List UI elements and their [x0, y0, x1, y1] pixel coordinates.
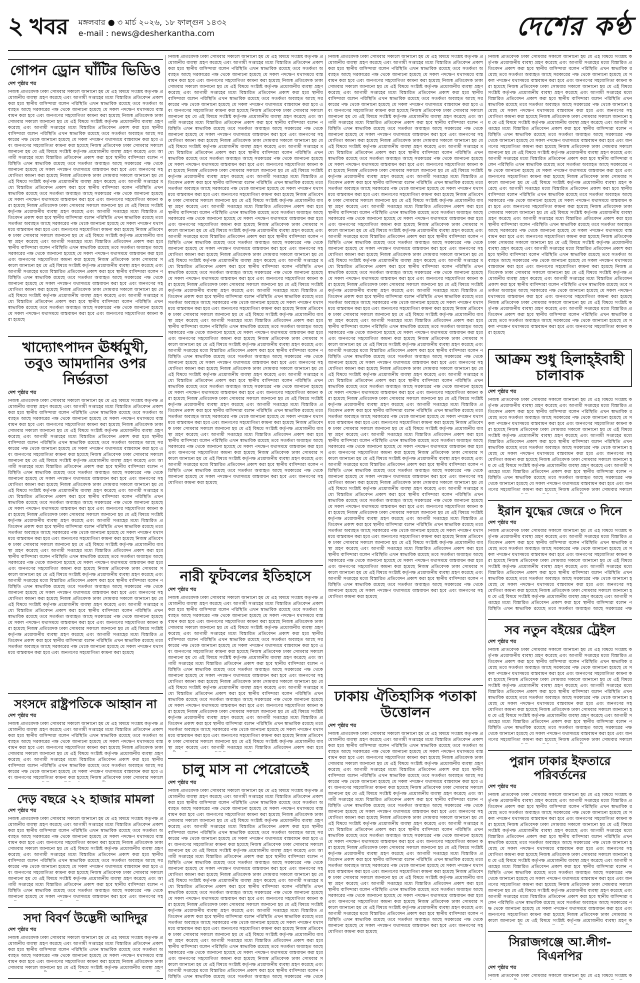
headline-sangsad: সংসদে রাষ্ট্রপতিকে আহ্বান না: [8, 693, 163, 711]
byline: দেশ পৃষ্ঠার পর: [8, 713, 37, 719]
headline-mamla: দেড় বছরে ২২ হাজার মামলা: [8, 788, 163, 806]
story-chalu: [168, 758, 323, 980]
headline-chalu: চালু মাস না পেরোতেই: [168, 758, 323, 778]
story-text: নিজস্ব প্রতিবেদক ঢাকা সোমবার সকালে জানানো হয় যে এই বিষয়ে সংশ্লিষ্ট কর্তৃপক্ষ প্রয়োজনীয় ব্যবস্থা গ্রহণ করেছে এবং আগামী সপ্তাহের মধ্যে বিস্তারিত প্রতিবেদন প্রকাশ করা হবে স্থানীয় বাসিন্দারা বলেন পরিস্থিতি এখন স্বাভাবিক রয়েছে তবে সতর্কতা অব্যাহত আছে সরকারের পক্ষ থেকে জানানো হয়েছে যে সকল পদক্ষেপ যথাসময়ে বাস্তবায়ন করা হবে এবং জনগণের সহযোগিতা কামনা করা হয়েছে নিজস্ব প্রতিবেদক ঢাকা সোমবার সকালে জানানো হয় যে এই বিষয়ে সংশ্লিষ্ট কর্তৃপক্ষ প্রয়োজনীয় ব্যবস্থা গ্রহণ করেছে এবং আগামী সপ্তাহের মধ্যে বিস্তারিত প্রতিবেদন প্রকাশ করা হবে স্থানীয় বাসিন্দারা বলেন পরিস্থিতি এখন স্বাভাবিক রয়েছে তবে সতর্কতা অব্যাহত আছে সরকারের পক্ষ থেকে জানানো হয়েছে যে সকল পদক্ষেপ যথাসময়ে বাস্তবায়ন করা হবে এবং জনগণের সহযোগিতা কামনা করা হয়েছে নিজস্ব প্রতিবেদক ঢাকা সোমবার সকালে জানানো হয় যে এই বিষয়ে সংশ্লিষ্ট কর্তৃপক্ষ প্রয়োজনীয় ব্যবস্থা গ্রহণ করেছে এবং আগামী সপ্তাহের মধ্যে বিস্তারিত প্রতিবেদন প্রকাশ করা হবে স্থানীয় বাসিন্দারা বলেন পরিস্থিতি এখন স্বাভাবিক রয়েছে তবে সতর্কতা অব্যাহত আছে সরকারের পক্ষ থেকে জানানো হয়েছে যে সকল পদক্ষেপ যথাসময়ে বাস্তবায়ন করা হবে এবং জনগণের সহযোগিতা কামনা করা হয়েছে নিজস্ব প্রতিবেদক ঢাকা সোমবার সকালে জানানো হয় যে এই বিষয়ে সংশ্লিষ্ট কর্তৃপক্ষ প্রয়োজনীয় ব্যবস্থা গ্রহণ করেছে এবং আগামী সপ্তাহের মধ্যে বিস্তারিত প্রতিবেদন প্রকাশ করা হবে স্থানীয় বাসিন্দারা বলেন পরিস্থিতি এখন স্বাভাবিক রয়েছে তবে সতর্কতা অব্যাহত আছে সরকারের পক্ষ থেকে জানানো হয়েছে যে সকল পদক্ষেপ যথাসময়ে বাস্তবায়ন করা হবে এবং জনগণের সহযোগিতা কামনা করা হয়েছে নিজস্ব প্রতিবেদক ঢাকা সোমবার সকালে জানানো হয় যে এই বিষয়ে সংশ্লিষ্ট কর্তৃপক্ষ প্রয়োজনীয় ব্যবস্থা গ্রহণ করেছে এবং আগামী সপ্তাহের মধ্যে বিস্তারিত প্রতিবেদন প্রকাশ করা হবে স্থানীয় বাসিন্দারা বলেন পরিস্থিতি এখন স্বাভাবিক রয়েছে তবে সতর্কতা অব্যাহত আছে সরকারের পক্ষ থেকে জানানো হয়েছে যে সকল পদক্ষেপ যথাসময়ে বাস্তবায়ন করা হবে এবং জনগণের সহযোগিতা কামনা করা হয়েছে নিজস্ব প্রতিবেদক ঢাকা সোমবার সকালে জানানো হয় যে এই বিষয়ে সংশ্লিষ্ট কর্তৃপক্ষ প্রয়োজনীয় ব্যবস্থা গ্রহণ করেছে এবং আগামী সপ্তাহের মধ্যে বিস্তারিত প্রতিবেদন প্রকাশ করা হবে স্থানীয় বাসিন্দারা বলেন পরিস্থিতি এখন স্বাভাবিক রয়েছে তবে সতর্কতা অব্যাহত আছে সরকারের পক্ষ থেকে জানানো হয়েছে যে সকল পদক্ষেপ যথাসময়ে বাস্তবায়ন করা হবে এবং জনগণের সহযোগিতা কামনা করা হয়েছে নিজস্ব প্রতিবেদক ঢাকা সোমবার সকালে জানানো হয় যে এই বিষয়ে সংশ্লিষ্ট কর্তৃপক্ষ প্রয়োজনীয় ব্যবস্থা গ্রহণ করেছে এবং আগামী সপ্তাহের মধ্যে বিস্তারিত প্রতিবেদন প্রকাশ করা হবে স্থানীয় বাসিন্দারা বলেন পরিস্থিতি এখন স্বাভাবিক রয়েছে তবে সতর্কতা অব্যাহত আছে সরকারের পক্ষ থেকে জানানো হয়েছে যে সকল পদক্ষেপ যথাসময়ে বাস্তবায়ন করা হবে এবং জনগণের সহযোগিতা কামনা করা হয়েছে নিজস্ব প্রতিবেদক ঢাকা সোমবার সকালে জানানো হয় যে এই বিষয়ে সংশ্লিষ্ট কর্তৃপক্ষ প্রয়োজনীয় ব্যবস্থা গ্রহণ করেছে এবং আগামী সপ্তাহের মধ্যে বিস্তারিত প্রতিবেদন প্রকাশ করা হবে স্থানীয় বাসিন্দারা বলেন পরিস্থিতি এখন স্বাভাবিক রয়েছে তবে সতর্কতা অব্যাহত আছে সরকারের পক্ষ থেকে জানানো হয়েছে যে সকল পদক্ষেপ যথাসময়ে বাস্তবায়ন করা হবে এবং জনগণের সহযোগিতা কামনা করা হয়েছে নিজস্ব প্রতিবেদক ঢাকা সোমবার সকালে জানানো হয় যে এই বিষয়ে সংশ্লিষ্ট কর্তৃপক্ষ প্রয়োজনীয় ব্যবস্থা গ্রহণ করেছে এবং আগামী সপ্তাহের মধ্যে বিস্তারিত প্রতিবেদন প্রকাশ করা হবে স্থানীয় বাসিন্দারা বলেন পরিস্থিতি এখন স্বাভাবিক রয়েছে তবে সতর্কতা অব্যাহত আছে সরকারের পক্ষ থেকে জানানো হয়েছে যে সকল পদক্ষেপ যথাসময়ে বাস্তবায়ন করা হবে এবং জনগণের সহযোগিতা কামনা করা হয়েছে নিজস্ব প্রতিবেদক ঢাকা সোমবার সকালে জানানো হয় যে এই বিষয়ে সংশ্লিষ্ট কর্তৃপক্ষ প্রয়োজনীয় ব্যবস্থা গ্রহণ করেছে এবং আগামী সপ্তাহের মধ্যে বিস্তারিত প্রতিবেদন প্রকাশ করা হবে স্থানীয় বাসিন্দারা বলেন পরিস্থিতি এখন স্বাভাবিক রয়েছে তবে সতর্কতা অব্যাহত আছে সরকারের পক্ষ থেকে জানানো হয়েছে যে সকল পদক্ষেপ যথাসময়ে বাস্তবায়ন করা হবে এবং জনগণের সহযোগিতা কামনা করা হয়েছে নিজস্ব প্রতিবেদক ঢাকা সোমবার সকালে জানানো হয় যে এই বিষয়ে সংশ্লিষ্ট কর্তৃপক্ষ প্রয়োজনীয় ব্যবস্থা গ্রহণ করেছে এবং আগামী সপ্তাহের মধ্যে বিস্তারিত প্রতিবেদন প্রকাশ করা হবে স্থানীয় বাসিন্দারা বলেন পরিস্থিতি এখন স্বাভাবিক রয়েছে তবে সতর্কতা অব্যাহত আছে সরকারের পক্ষ থেকে জানানো হয়েছে যে সকল পদক্ষেপ যথাসময়ে বাস্তবায়ন করা হবে এবং জনগণের সহযোগিতা কামনা করা হয়েছে নিজস্ব প্রতিবেদক ঢাকা সোমবার সকালে জানানো হয় যে এই বিষয়ে সংশ্লিষ্ট কর্তৃপক্ষ প্রয়োজনীয় ব্যবস্থা গ্রহণ করেছে এবং আগামী সপ্তাহের মধ্যে বিস্তারিত প্রতিবেদন প্রকাশ করা হবে স্থানীয় বাসিন্দারা বলেন পরিস্থিতি এখন স্বাভাবিক রয়েছে তবে সতর্কতা অব্যাহত আছে সরকারের পক্ষ থেকে জানানো হয়েছে যে সকল পদক্ষেপ যথাসময়ে বাস্তবায়ন করা হবে এবং জনগণের সহযোগিতা কামনা করা হয়েছে নিজস্ব প্রতিবেদক ঢাকা সোমবার সকালে জানানো হয় যে এই বিষয়ে সংশ্লিষ্ট কর্তৃপক্ষ প্রয়োজনীয় ব্যবস্থা গ্রহণ করেছে এবং আগামী সপ্তাহের মধ্যে বিস্তারিত প্রতিবেদন প্রকাশ করা হবে স্থানীয় বাসিন্দারা বলেন পরিস্থিতি এখন স্বাভাবিক রয়েছে তবে সতর্কতা অব্যাহত আছে সরকারের পক্ষ থেকে জানানো হয়েছে যে সকল পদক্ষেপ যথাসময়ে বাস্তবায়ন করা হবে এবং জনগণের সহযোগিতা কামনা করা হয়েছে নিজস্ব প্রতিবেদক ঢাকা সোমবার সকালে জানানো হয় যে এই বিষয়ে সংশ্লিষ্ট কর্তৃপক্ষ প্রয়োজনীয় ব্যবস্থা গ্রহণ করেছে এবং আগামী সপ্তাহের মধ্যে বিস্তারিত প্রতিবেদন প্রকাশ করা হবে স্থানীয় বাসিন্দারা বলেন পরিস্থিতি এখন স্বাভাবিক রয়েছে তবে সতর্কতা অব্যাহত আছে সরকারের পক্ষ থেকে জানানো হয়েছে যে সকল পদক্ষেপ যথাসময়ে বাস্তবায়ন করা হবে এবং জনগণের সহযোগিতা কামনা করা হয়েছে নিজস্ব প্রতিবেদক ঢাকা সোমবার সকালে জানানো হয় যে এই বিষয়ে সংশ্লিষ্ট কর্তৃপক্ষ প্রয়োজনীয় ব্যবস্থা গ্রহণ করেছে এবং আগামী সপ্তাহের মধ্যে বিস্তারিত প্রতিবেদন প্রকাশ করা হবে স্থানীয় বাসিন্দারা বলেন পরিস্থিতি এখন স্বাভাবিক রয়েছে তবে সতর্কতা অব্যাহত আছে সরকারের পক্ষ থেকে জানানো হয়েছে যে সকল পদক্ষেপ যথাসময়ে বাস্তবায়ন করা হবে এবং জনগণের সহযোগিতা কামনা করা হয়েছে নিজস্ব প্রতিবেদক ঢাকা সোমবার সকালে জানানো হয় যে এই বিষয়ে সংশ্লিষ্ট কর্তৃপক্ষ প্রয়োজনীয় ব্যবস্থা গ্রহণ করেছে এবং আগামী সপ্তাহের মধ্যে বিস্তারিত প্রতিবেদন প্রকাশ করা হবে স্থানীয় বাসিন্দারা বলেন পরিস্থিতি এখন স্বাভাবিক রয়েছে তবে সতর্কতা অব্যাহত আছে সরকারের পক্ষ থেকে জানানো হয়েছে যে সকল পদক্ষেপ যথাসময়ে বাস্তবায়ন করা হবে এবং জনগণের সহযোগিতা কামনা করা হয়েছে নিজস্ব প্রতিবেদক ঢাকা সোমবার সকালে জানানো হয় যে এই বিষয়ে সংশ্লিষ্ট কর্তৃপক্ষ প্রয়োজনীয় ব্যবস্থা গ্রহণ করেছে এবং আগামী সপ্তাহের মধ্যে বিস্তারিত প্রতিবেদন প্রকাশ করা হবে স্থানীয় বাসিন্দারা বলেন পরিস্থিতি এখন স্বাভাবিক রয়েছে তবে সতর্কতা অব্যাহত আছে সরকারের পক্ষ থেকে জানানো হয়েছে যে সকল পদক্ষেপ যথাসময়ে বাস্তবায়ন করা হবে এবং জনগণের সহযোগিতা কামনা করা হয়েছে নিজস্ব প্রতিবেদক ঢাকা সোমবার সকালে জানানো হয় যে এই বিষয়ে সংশ্লিষ্ট কর্তৃপক্ষ প্রয়োজনীয় ব্যবস্থা গ্রহণ করেছে এবং আগামী সপ্তাহের মধ্যে বিস্তারিত প্রতিবেদন প্রকাশ করা হবে স্থানীয় বাসিন্দারা বলেন পরিস্থিতি এখন স্বাভাবিক রয়েছে তবে সতর্কতা অব্যাহত আছে সরকারের পক্ষ থেকে জানানো হয়েছে যে সকল পদক্ষেপ যথাসময়ে বাস্তবায়ন করা হবে এবং জনগণের সহযোগিতা কামনা করা হয়েছে নিজস্ব প্রতিবেদক ঢাকা সোমবার সকালে জানানো হয় যে এই বিষয়ে সংশ্লিষ্ট কর্তৃপক্ষ প্রয়োজনীয় ব্যবস্থা গ্রহণ করেছে এবং আগামী সপ্তাহের মধ্যে বিস্তারিত প্রতিবেদন প্রকাশ করা হবে স্থানীয় বাসিন্দারা বলেন পরিস্থিতি এখন স্বাভাবিক রয়েছে তবে সতর্কতা অব্যাহত আছে সরকারের পক্ষ থেকে জানানো হয়েছে যে সকল পদক্ষেপ যথাসময়ে বাস্তবায়ন করা হবে এবং জনগণের সহযোগিতা কামনা করা হয়েছে: [328, 55, 483, 600]
headline-sirajganj: সিরাজগঞ্জে আ.লীগ-বিএনপির: [488, 931, 632, 963]
story-text: নিজস্ব প্রতিবেদক ঢাকা সোমবার সকালে জানানো হয় যে এই বিষয়ে সংশ্লিষ্ট কর্তৃপক্ষ প্রয়োজনীয় ব্যবস্থা গ্রহণ করেছে এবং আগামী সপ্তাহের মধ্যে বিস্তারিত প্রতিবেদন প্রকাশ করা হবে স্থানীয় বাসিন্দারা বলেন পরিস্থিতি এখন স্বাভাবিক রয়েছে তবে সতর্কতা অব্যাহত আছে সরকারের পক্ষ থেকে জানানো হয়েছে যে সকল পদক্ষেপ যথাসময়ে বাস্তবায়ন করা হবে এবং জনগণের সহযোগিতা কামনা করা হয়েছে নিজস্ব প্রতিবেদক ঢাকা সোমবার সকালে জানানো হয় যে এই বিষয়ে সংশ্লিষ্ট কর্তৃপক্ষ প্রয়োজনীয় ব্যবস্থা গ্রহণ করেছে এবং আগামী সপ্তাহের মধ্যে বিস্তারিত প্রতিবেদন প্রকাশ করা হবে স্থানীয় বাসিন্দারা বলেন পরিস্থিতি এখন স্বাভাবিক রয়েছে তবে সতর্কতা অব্যাহত আছে সরকারের পক্ষ থেকে জানানো হয়েছে যে সকল পদক্ষেপ যথাসময়ে বাস্তবায়ন করা হবে এবং জনগণের সহযোগিতা কামনা করা হয়েছে নিজস্ব প্রতিবেদক ঢাকা সোমবার সকালে জানানো হয় যে এই বিষয়ে সংশ্লিষ্ট কর্তৃপক্ষ প্রয়োজনীয় ব্যবস্থা গ্রহণ করেছে এবং আগামী সপ্তাহের মধ্যে বিস্তারিত প্রতিবেদন প্রকাশ করা হবে স্থানীয় বাসিন্দারা বলেন পরিস্থিতি এখন স্বাভাবিক রয়েছে তবে সতর্কতা অব্যাহত আছে সরকারের পক্ষ থেকে জানানো হয়েছে যে সকল পদক্ষেপ যথাসময়ে বাস্তবায়ন করা হবে এবং জনগণের সহযোগিতা কামনা করা হয়েছে নিজস্ব প্রতিবেদক ঢাকা সোমবার সকালে: [488, 648, 632, 743]
byline: দেশ পৃষ্ঠার পর: [488, 639, 517, 645]
byline: দেশ পৃষ্ঠার পর: [168, 780, 197, 786]
story-text: নিজস্ব প্রতিবেদক ঢাকা সোমবার সকালে জানানো হয় যে এই বিষয়ে সংশ্লিষ্ট ক: [488, 974, 632, 979]
headline-khadya: খাদ্যোৎপাদন ঊর্ধ্বমুখী, তবুও আমদানির ওপর নির্ভরতা: [8, 336, 163, 388]
byline: দেশ পৃষ্ঠার পর: [488, 520, 517, 526]
page-body: [8, 55, 632, 980]
headline-drone: গোপন ড্রোন ঘাঁটির ভিডিও: [8, 59, 163, 79]
section-title: খবর: [29, 13, 69, 40]
byline: দেশ পৃষ্ঠার পর: [488, 784, 517, 790]
headline-iran: ইরান যুদ্ধের জেরে ৩ দিনে: [488, 500, 632, 518]
page-number: ২: [8, 11, 24, 40]
headline-eid-rail: [8, 978, 163, 980]
story-nari: [168, 565, 323, 752]
headline-sob: সব নতুন বইয়ের ট্রেইল: [488, 619, 632, 637]
masthead-meta: [78, 17, 226, 39]
headline-dhaka-heritage: ঢাকায় ঐতিহাসিক পতাকা উত্তোলন: [328, 685, 483, 721]
column-2: [168, 55, 323, 980]
masthead: [8, 6, 632, 51]
column-rule: [165, 55, 166, 980]
story-sangsad: [8, 693, 163, 782]
story-text: নিজস্ব প্রতিবেদক ঢাকা সোমবার সকালে জানানো হয় যে এই বিষয়ে সংশ্লিষ্ট কর্তৃপক্ষ প্রয়োজনীয় ব্যবস্থা গ্রহণ করেছে এবং আগামী সপ্তাহের মধ্যে বিস্তারিত প্রতিবেদন প্রকাশ করা হবে স্থানীয় বাসিন্দারা বলেন পরিস্থিতি এখন স্বাভাবিক রয়েছে তবে সতর্কতা অব্যাহত আছে সরকারের পক্ষ থেকে জানানো হয়েছে যে সকল পদক্ষেপ যথাসময়ে বাস্তবায়ন করা হবে এবং জনগণের সহযোগিতা কামনা করা হয়েছে নিজস্ব প্রতিবেদক ঢাকা সোমবার সকালে জানানো হয় যে এই বিষয়ে সংশ্লিষ্ট কর্তৃপক্ষ প্রয়োজনীয় ব্যবস্থা গ্রহণ করেছে এবং আগামী সপ্তাহের মধ্যে বিস্তারিত প্রতিবেদন প্রকাশ করা হবে স্থানীয় বাসিন্দারা বলেন পরিস্থিতি এখন স্বাভাবিক রয়েছে তবে সতর্কতা অব্যাহত আছে সরকারের পক্ষ থেকে জানানো হয়েছে যে সকল পদক্ষেপ যথাসময়ে বাস্তবায়ন করা হবে এবং জনগণের সহযোগিতা কামনা করা হয়েছে নিজস্ব প্রতিবেদক ঢাকা সোমবার সকালে জানানো হয় যে এই বিষয়ে সংশ্লিষ্ট কর্তৃপক্ষ প্রয়োজনীয় ব্যবস্থা গ্রহণ করেছে এবং আগামী সপ্তাহের মধ্যে বিস্তারিত প্রতিবেদন প্রকাশ করা হবে স্থানীয় বাসিন্দারা বলেন পরিস্থিতি এখন স্বাভাবিক রয়েছে তবে সতর্কতা অব্যাহত আছে সরকারের পক্ষ থেকে জানানো হয়েছে যে সকল পদক্ষেপ যথাসময়ে বাস্তবায়ন করা হবে এবং জনগণের সহ: [8, 817, 163, 900]
column-rule: [325, 55, 326, 980]
story-text: নিজস্ব প্রতিবেদক ঢাকা সোমবার সকালে জানানো হয় যে এই বিষয়ে সংশ্লিষ্ট কর্তৃপক্ষ প্রয়োজনীয় ব্যবস্থা গ্রহণ করেছে এবং আগামী সপ্তাহের মধ্যে বিস্তারিত প্রতিবেদন প্রকাশ করা হবে স্থানীয় বাসিন্দারা বলেন পরিস্থিতি এখন স্বাভাবিক রয়েছে তবে সতর্কতা অব্যাহত আছে সরকারের পক্ষ থেকে জানানো হয়েছে যে সকল পদক্ষেপ যথাসময়ে বাস্তবায়ন করা হবে এবং জনগণের সহযোগিতা কামনা করা হয়েছে নিজস্ব প্রতিবেদক ঢাকা সোমবার সকালে জানানো হয় যে এই বিষয়ে সংশ্লিষ্ট কর্তৃপক্ষ প্রয়োজনীয় ব্যবস্থা গ্রহণ করেছে এবং আগামী সপ্তাহের মধ্যে বিস্তারিত প্রতিবেদন প্রকাশ করা হবে স্থানীয় বাসিন্দারা বলেন পরিস্থিতি এখন স্বাভাবিক রয়েছে তবে সতর্কতা অব্যাহত আছে সরকারের পক্ষ থেকে জানানো হয়েছে যে সকল পদক্ষেপ যথাসময়ে বাস্তবায়ন করা হবে এবং জনগণের সহযোগিতা কামনা করা হয়েছে নিজস্ব প্রতিবেদক ঢাকা সোমবার সকালে জানানো হয় যে এই বিষয়ে সংশ্লিষ্ট কর্তৃপক্ষ প্রয়োজনীয় ব্যবস্থা গ্রহণ করেছে এবং আগামী সপ্তাহের মধ্যে বিস্তারিত প্রতিবেদন প্রকাশ করা হবে স্থানীয় বাসিন্দারা বলেন পরিস্থিতি এখন স্বাভাবিক রয়েছে তবে সতর্কতা অব্যাহত আছে সরকারের পক্ষ থেকে জানানো হয়েছে যে সকল পদক্ষেপ যথাসময়ে বাস্তবায়ন করা হবে এবং জনগণের সহযোগিতা কামনা করা হয়েছে নিজস্ব প্রতিবেদক ঢাকা সোমবার সকালে: [488, 398, 632, 493]
story-iran: [488, 500, 632, 613]
story-khadya: [8, 336, 163, 687]
email-line: e-mail : news@desherkantha.com: [78, 29, 215, 38]
byline: দেশ পৃষ্ঠার পর: [488, 389, 517, 395]
story-text: নিজস্ব প্রতিবেদক ঢাকা সোমবার সকালে জানানো হয় যে এই বিষয়ে সংশ্লিষ্ট কর্তৃপক্ষ প্রয়োজনীয় ব্যবস্থা গ্রহণ করেছে এবং আগামী সপ্তাহের মধ্যে বিস্তারিত প্রতিবেদন প্রকাশ করা হবে স্থানীয় বাসিন্দারা বলেন পরিস্থিতি এখন স্বাভাবিক রয়েছে তবে সতর্কতা অব্যাহত আছে সরকারের পক্ষ থেকে জানানো হয়েছে যে সকল পদক্ষেপ যথাসময়ে বাস্তবায়ন করা হবে এবং জনগণের সহযোগিতা কামনা করা হয়েছে নিজস্ব প্রতিবেদক ঢাকা সোমবার সকালে জানানো হয় যে এই বিষয়ে সংশ্লিষ্ট কর্তৃপক্ষ প্রয়োজনীয় ব্যবস্থা গ্রহণ করেছে এবং আগামী সপ্তাহের মধ্যে বিস্তারিত প্রতিবেদন প্রকাশ করা হবে স্থানীয় বাসিন্দারা বলেন পরিস্থিতি এখন স্বাভাবিক রয়েছে তবে সতর্কতা অব্যাহত আছে সরকারের পক্ষ থেকে জানানো হয়েছে যে সকল পদক্ষেপ যথাসময়ে বাস্তবায়ন করা হবে এবং জনগণের সহযোগিতা কামনা করা হয়েছে নিজস্ব প্রতিবেদক ঢাকা সোমবার সকালে জানানো হয় যে এই বিষয়ে সংশ্লিষ্ট কর্তৃপক্ষ প্রয়োজনীয় ব্যবস্থা গ্রহণ করেছে এবং আগামী সপ্তাহের মধ্যে বিস্তারিত প্রতিবেদন প্রকাশ করা হবে স্থানীয় বাসিন্দারা বলেন পরিস্থিতি এখন স্বাভাবিক রয়েছে তবে সতর্কতা অব্যাহত আছে সরকারের পক্ষ থেকে জানানো হয়েছে যে সকল পদক্ষেপ যথাসময়ে বাস্তবায়ন করা হবে এবং জনগণের সহযোগিতা কামনা করা হয়েছে নিজস্ব প্রতিবেদক ঢাকা সোমবার সকালে জানানো হয় যে এই বিষয়ে সংশ্লিষ্ট কর্তৃপক্ষ প্রয়োজনীয় ব্যবস্থা গ্রহণ করেছে এবং আগামী সপ্তাহের মধ্যে বিস্তারিত প্রতিবেদন প্রকাশ করা হবে স্থানীয় বাসিন্দারা বলেন পরিস্থিতি এখন স্বাভাবিক রয়েছে তবে সতর্কতা অব্যাহত আছে সরকারের পক্ষ থেকে জানানো হয়েছে যে সকল পদক্ষেপ যথাসময়ে বাস্তবায়ন করা হবে এবং জনগণের সহযোগিতা কামনা করা হয়েছে নিজস্ব প্রতিবেদক ঢাকা সোমবার সকালে জানানো হয় যে এই বিষয়ে সংশ্লিষ্ট কর্তৃপক্ষ প্রয়োজনীয় ব্যবস্থা গ্রহণ করেছে এবং আগামী সপ্তাহের মধ্যে বিস্তারিত প্রতিবেদন প্রকাশ করা হবে স্থানীয় বাসিন্দারা বলেন পরিস্থিতি এখন স্বাভাবিক রয়েছে তবে সতর্কতা অব্যাহত আছে সরকারের পক্ষ থেকে জানানো হয়েছে যে সকল পদক্ষেপ যথাসময়ে বাস্তবায়ন করা হবে এবং জনগণের সহযোগিতা কামনা করা হয়েছে নিজস্ব প্রতিবেদক ঢাকা সোমবার সকালে জানানো হয় যে এই বিষয়ে সংশ্লিষ্ট কর্তৃপক্ষ প্রয়োজনীয় ব্যবস্থা গ্রহণ করেছে এবং আগামী সপ্তাহের মধ্যে বিস্তারিত প্রতিবেদন প্রকাশ করা হবে স্থানীয় বাসিন্দারা বলেন পরিস্থিতি এখন স্বাভাবিক রয়েছে তবে সতর্কতা অব্যাহত আছে সরকারের পক্ষ থেকে জানানো হয়েছে যে সকল পদক্ষেপ যথাসময়ে বাস্তবায়ন করা হবে এবং জনগণের সহযোগিতা কামনা করা হয়েছে নিজস্ব প্রতিবেদক ঢাকা সোমবার সকালে জানানো হয় যে এই বিষয়ে সংশ্লিষ্ট কর্তৃপক্ষ প্রয়োজনীয় ব্যবস্থা গ্রহণ করেছে এবং আগামী সপ্তাহের মধ্যে বিস্তারিত প্রতিবেদন প্রকাশ করা হবে স্থানীয় বাসিন্দারা বলেন পরিস্থিতি এখন স্বাভাবিক রয়েছে তবে সতর্কতা অব্যাহত আছে সরকারের পক্ষ থেকে জানানো হয়েছে যে সকল পদক্ষেপ যথাসময়ে বাস্তবায়ন করা হবে এবং জনগণের সহযোগিতা কামনা করা হয়েছে নিজস্ব প্রতিবেদক ঢাকা সোমবার সকালে জানানো হয় যে এই বিষয়ে সংশ্লিষ্ট কর্তৃপক্ষ প্রয়োজনীয় ব্যবস্থা গ্রহণ করেছে এবং আগামী সপ্তাহের মধ্যে বিস্তারিত প্রতিবেদন প্রকাশ করা হবে স্থানীয় বাসিন্দারা বলেন পরিস্থিতি এখন স্বাভাবিক রয়েছে তবে সতর্কতা অব্যাহত আছে সরকারের পক্ষ থেকে জানানো হয়েছে যে সকল পদক্ষেপ যথাসময়ে বাস্তবায়ন করা হবে এবং জনগণের সহযোগিতা কামনা করা হয়েছে নিজস্ব প্রতিবেদক ঢাকা সোমবার সকালে জানানো হয় যে এই বিষয়ে সংশ্লিষ্ট কর্তৃপক্ষ প্রয়োজনীয় ব্যবস্থা গ্রহণ করেছে এবং আগামী সপ্তাহের মধ্যে বিস্তারিত প্রতিবেদন প্রকাশ করা হবে স্থানীয় বাসিন্দারা বলেন পরিস্থিতি এখন স্বাভাবিক রয়েছে তবে সতর্কতা অব্যাহত আছে সরকারের পক্ষ থেকে জানানো হয়েছে যে সকল পদক্ষেপ যথাসময়ে বাস্তবায়ন করা হবে এবং জনগণের সহযোগিতা কামনা করা হয়েছে: [8, 399, 163, 656]
story-text: নিজস্ব প্রতিবেদক ঢাকা সোমবার সকালে জানানো হয় যে এই বিষয়ে সংশ্লিষ্ট কর্তৃপক্ষ প্রয়োজনীয় ব্যবস্থা গ্রহণ করেছে এবং আগামী সপ্তাহের মধ্যে বিস্তারিত প্রতিবেদন প্রকাশ করা হবে স্থানীয় বাসিন্দারা বলেন পরিস্থিতি এখন স্বাভাবিক রয়েছে তবে সতর্কতা অব্যাহত আছে সরকারের পক্ষ থেকে জানানো হয়েছে যে সকল পদক্ষেপ যথাসময়ে বাস্তবায়ন করা হবে এবং জনগণের সহযোগিতা কামনা করা হয়েছে নিজস্ব প্রতিবেদক ঢাকা সোমবার সকালে জানানো হয় যে এই বিষয়ে সংশ্লিষ্ট কর্তৃপক্ষ প্রয়োজনীয় ব্যবস্থা গ্রহণ করেছে এবং আগামী সপ্তাহের মধ্যে বিস্তারিত প্রতিবেদন প্রকাশ করা হবে স্থানীয় বাসিন্দারা বলেন পরিস্থিতি এখন স্বাভাবিক রয়েছে তবে সতর্কতা অব্যাহত আছে সরকারের পক্ষ থেকে জানানো হয়েছে যে সকল পদক্ষেপ যথাসময়ে বাস্তবায়ন করা হবে এবং জনগণের সহযোগিতা কামনা করা হয়েছে নিজস্ব প্রতিবেদক ঢাকা সোমবার সকালে: [8, 722, 163, 781]
date-line: মঙ্গলবার ● ৩ মার্চ ২০২৬, ১৮ ফাল্গুন ১৪৩২: [78, 18, 227, 27]
column-4: [488, 55, 632, 980]
story-mamla: [8, 788, 163, 901]
story-text: নিজস্ব প্রতিবেদক ঢাকা সোমবার সকালে জানানো হয় যে এই বিষয়ে সংশ্লিষ্ট কর্তৃপক্ষ প্রয়োজনীয় ব্যবস্থা গ্রহণ করেছে এবং আগামী সপ্তাহের মধ্যে বিস্তারিত প্রতিবেদন প্রকাশ করা হবে স্থানীয় বাসিন্দারা বলেন পরিস্থিতি এখন স্বাভাবিক রয়েছে তবে সতর্কতা অব্যাহত আছে সরকারের পক্ষ থেকে জানানো হয়েছে যে সকল পদক্ষেপ যথাসময়ে বাস্তবায়ন করা হবে এবং জনগণের সহযোগিতা কামনা করা হয়েছে নিজস্ব প্রতিবেদক ঢাকা সোমবার সকালে জানানো হয় যে এই বিষয়ে সংশ্লিষ্ট কর্তৃপক্ষ প্রয়োজনীয় ব্যবস্থা গ্রহণ করেছে এবং আগামী সপ্তাহের মধ্যে বিস্তারিত প্রতিবেদন প্রকাশ করা হবে স্থানীয় বাসিন্দারা বলেন পরিস্থিতি এখন স্বাভাবিক রয়েছে তবে সতর্কতা অব্যাহত আছে সরকারের পক্ষ থেকে জানানো হয়েছে যে সকল পদক্ষেপ যথাসময়ে বাস্তবায়ন করা হবে এবং জনগণের সহযোগিতা কামনা করা হয়েছে নিজস্ব প্রতিবেদক ঢাকা সোমবার সকালে জানানো হয় যে এই বিষয়ে সংশ্লিষ্ট কর্তৃপক্ষ প্রয়োজনীয় ব্যবস্থা গ্রহণ করেছে এবং আগামী সপ্তাহের মধ্যে বিস্তারিত প্রতিবেদন প্রকাশ করা হবে স্থানীয় বাসিন্দারা বলেন পরিস্থিতি এখন স্বাভাবিক রয়েছে তবে সতর্কতা অব্যাহত আছে সরকারের পক্ষ থেকে জানানো হয়েছে যে সকল পদক্ষেপ যথাসময়ে বাস্তবায়ন করা হবে এবং জনগণের সহযোগিতা কামনা করা হয়েছে নিজস্ব প্রতিবেদক ঢাকা সোমবার সকালে জানানো হয় যে এই বিষয়ে সংশ্লিষ্ট কর্তৃপক্ষ প্রয়োজনীয় ব্যবস্থা গ্রহণ করেছে এবং আগামী সপ্তাহের মধ্যে বিস্তারিত প্রতিবেদন প্রকাশ করা হবে স্থানীয় বাসিন্দারা বলেন পরিস্থিতি এখন স্বাভাবিক রয়েছে তবে সতর্কতা অব্যাহত আছে সরকারের পক্ষ থেকে জানানো হয়েছে যে সকল পদক্ষেপ যথাসময়ে বাস্তবায়ন করা হবে এবং জনগণের সহযোগিতা কামনা করা হয়েছে নিজস্ব প্রতিবেদক ঢাকা সোমবার সকালে জানানো হয় যে এই বিষয়ে সংশ্লিষ্ট কর্তৃপক্ষ প্রয়োজনীয় ব্যবস্থা গ্রহণ করেছে এবং আগামী সপ্তাহের মধ্যে বিস্তারিত প্রতিবেদন প্রকাশ করা হবে স্থানীয় বাসিন্দারা বলেন পরিস্থিতি এখন স্বাভাবিক রয়েছে তবে সতর্কতা অব্যাহত আছে সরকারের পক্ষ থেকে জানানো হয়েছে যে সকল পদক্ষেপ যথাসময়ে বাস্তবায়ন করা হবে এবং জনগণের সহযোগিতা কামনা করা হয়েছে নিজস্ব প্রতিবেদক ঢাকা সোমবার সকালে জানানো হয় যে এই বিষয়ে সংশ্লিষ্ট কর্তৃপক্ষ প্রয়োজনীয় ব্যবস্থা গ্রহণ করেছে এবং আগামী সপ্তাহের মধ্যে বিস্তারিত প্রতিবেদন প্রকাশ করা হবে স্থানীয় বাসিন্দারা বলেন পরিস্থিতি এখন স্বাভাবিক রয়েছে তবে সতর্কতা অব্যাহত আছে সরকারের পক্ষ থেকে জানানো হয়েছে যে সকল পদক্ষেপ যথাসময়ে বাস্তবায়ন করা হবে এবং জনগণের সহযোগিতা কামনা করা হয়েছে নিজস্ব প্রতিবেদক ঢাকা সোমবার সকালে জানানো হয় যে এই বিষয়ে সংশ্লিষ্ট কর্তৃপক্ষ প্রয়োজনীয় ব্যবস্থা গ্রহণ করেছে এবং আগামী সপ্তাহের মধ্যে বিস্তারিত প্রতিবেদন প্রকাশ করা হবে স্থানীয় বাসিন্দারা বলেন পরিস্থিতি এখন স্বাভাবিক রয়েছে তবে সতর্কতা অব্যাহত আছে সরকারের পক্ষ থেকে: [168, 789, 323, 980]
story-continued: [328, 55, 483, 679]
story-text: নিজস্ব প্রতিবেদক ঢাকা সোমবার সকালে জানানো হয় যে এই বিষয়ে সংশ্লিষ্ট কর্তৃপক্ষ প্রয়োজনীয় ব্যবস্থা গ্রহণ করেছে এবং আগামী সপ্তাহের মধ্যে বিস্তারিত প্রতিবেদন প্রকাশ করা হবে স্থানীয় বাসিন্দারা বলেন পরিস্থিতি এখন স্বাভাবিক রয়েছে তবে সতর্কতা অব্যাহত আছে সরকারের পক্ষ থেকে জানানো হয়েছে যে সকল পদক্ষেপ যথাসময়ে বাস্তবায়ন করা হবে এবং জনগণের সহযোগিতা কামনা করা হয়েছে নিজস্ব প্রতিবেদক ঢাকা সোমবার সকালে জানানো হয় যে এই বিষয়ে সংশ্লিষ্ট কর্তৃপক্ষ প্রয়োজনীয় ব্যবস্থা গ্রহণ করেছে এবং আগামী সপ্তাহের মধ্যে বিস্তারিত প্রতিবেদন প্রকাশ করা হবে স্থানীয় বাসিন্দারা বলেন পরিস্থিতি এখন স্বাভাবিক রয়েছে তবে সতর্কতা অব্যাহত আছে সরকারের পক্ষ থেকে জানানো হয়েছে যে সকল পদক্ষেপ যথাসময়ে বাস্তবায়ন করা হবে এবং জনগণের সহযোগিতা কামনা করা হয়েছে নিজস্ব প্রতিবেদক ঢাকা সোমবার সকালে জানানো হয় যে এই বিষয়ে সংশ্লিষ্ট কর্তৃপক্ষ প্রয়োজনীয় ব্যবস্থা গ্রহণ করেছে এবং আগামী সপ্তাহের মধ্যে বিস্তারিত প্রতিবেদন প্রকাশ করা হবে স্থানীয় বাসিন্দারা বলেন পরিস্থিতি এখন স্বাভাবিক রয়েছে তবে সতর্কতা অব্যাহত আছে সরকারের পক্ষ: [488, 529, 632, 612]
story-drone: [8, 59, 163, 330]
story-text: নিজস্ব প্রতিবেদক ঢাকা সোমবার সকালে জানানো হয় যে এই বিষয়ে সংশ্লিষ্ট কর্তৃপক্ষ প্রয়োজনীয় ব্যবস্থা গ্রহণ করেছে এবং আগামী সপ্তাহের মধ্যে বিস্তারিত প্রতিবেদন প্রকাশ করা হবে স্থানীয় বাসিন্দারা বলেন পরিস্থিতি এখন স্বাভাবিক রয়েছে তবে সতর্কতা অব্যাহত আছে সরকারের পক্ষ থেকে জানানো হয়েছে যে সকল পদক্ষেপ যথাসময়ে বাস্তবায়ন করা হবে এবং জনগণের সহযোগিতা কামনা করা হয়েছে নিজস্ব প্রতিবেদক ঢাকা সোমবার সকালে জানানো হয় যে এই বিষয়ে সংশ্লিষ্ট কর্তৃপক্ষ প্রয়োজনীয় ব্যবস্থা গ্রহণ: [8, 936, 163, 971]
byline: দেশ পৃষ্ঠার পর: [8, 927, 37, 933]
newspaper-logo: দেশের কণ্ঠ: [516, 12, 632, 42]
story-sada: [8, 907, 163, 972]
story-text: নিজস্ব প্রতিবেদক ঢাকা সোমবার সকালে জানানো হয় যে এই বিষয়ে সংশ্লিষ্ট কর্তৃপক্ষ প্রয়োজনীয় ব্যবস্থা গ্রহণ করেছে এবং আগামী সপ্তাহের মধ্যে বিস্তারিত প্রতিবেদন প্রকাশ করা হবে স্থানীয় বাসিন্দারা বলেন পরিস্থিতি এখন স্বাভাবিক রয়েছে তবে সতর্কতা অব্যাহত আছে সরকারের পক্ষ থেকে জানানো হয়েছে যে সকল পদক্ষেপ যথাসময়ে বাস্তবায়ন করা হবে এবং জনগণের সহযোগিতা কামনা করা হয়েছে নিজস্ব প্রতিবেদক ঢাকা সোমবার সকালে জানানো হয় যে এই বিষয়ে সংশ্লিষ্ট কর্তৃপক্ষ প্রয়োজনীয় ব্যবস্থা গ্রহণ করেছে এবং আগামী সপ্তাহের মধ্যে বিস্তারিত প্রতিবেদন প্রকাশ করা হবে স্থানীয় বাসিন্দারা বলেন পরিস্থিতি এখন স্বাভাবিক রয়েছে তবে সতর্কতা অব্যাহত আছে সরকারের পক্ষ থেকে জানানো হয়েছে যে সকল পদক্ষেপ যথাসময়ে বাস্তবায়ন করা হবে এবং জনগণের সহযোগিতা কামনা করা হয়েছে নিজস্ব প্রতিবেদক ঢাকা সোমবার সকালে জানানো হয় যে এই বিষয়ে সংশ্লিষ্ট কর্তৃপক্ষ প্রয়োজনীয় ব্যবস্থা গ্রহণ করেছে এবং আগামী সপ্তাহের মধ্যে বিস্তারিত প্রতিবেদন প্রকাশ করা হবে স্থানীয় বাসিন্দারা বলেন পরিস্থিতি এখন স্বাভাবিক রয়েছে তবে সতর্কতা অব্যাহত আছে সরকারের পক্ষ থেকে জানানো হয়েছে যে সকল পদক্ষেপ যথাসময়ে বাস্তবায়ন করা হবে এবং জনগণের সহযোগিতা কামনা করা হয়েছে নিজস্ব প্রতিবেদক ঢাকা সোমবার সকালে জানানো হয় যে এই বিষয়ে সংশ্লিষ্ট কর্তৃপক্ষ প্রয়োজনীয় ব্যবস্থা গ্রহণ করেছে এবং আগামী সপ্তাহের মধ্যে বিস্তারিত প্রতিবেদন প্রকাশ করা হবে স্থানীয় বাসিন্দারা বলেন পরিস্থিতি এখন স্বাভাবিক রয়েছে তবে সতর্কতা অব্যাহত আছে সরকারের পক্ষ থেকে জানানো হয়েছে যে সকল পদক্ষেপ যথাসময়ে বাস্তবায়ন করা হবে এবং জনগণের সহযোগিতা কামনা করা হয়েছে নিজস্ব প্রতিবেদক ঢাকা সোমবার সকালে জানানো হয় যে এই বিষয়ে সংশ্লিষ্ট কর্তৃপক্ষ প্রয়োজনীয় ব্যবস্থা গ্রহণ করেছে এবং আগামী সপ্তাহের মধ্যে বিস্তারিত প্রতিবেদন প্রকাশ করা হবে স্থানীয় বাসিন্দারা বলেন পরিস্থিতি এখন স্বাভাবিক রয়েছে তবে সতর্কতা অব্যাহত আছে সরকারের পক্ষ থেকে জানানো হয়েছে যে সকল পদক্ষেপ যথাসময়ে বাস্তবায়ন করা হবে এবং জনগণের সহযোগিতা কামনা করা হয়েছে নিজস্ব প্রতিবেদক ঢাকা সোমবার সকালে জানানো হয় যে এই বিষয়ে সংশ্লিষ্ট কর্তৃপক্ষ প্রয়োজনীয় ব্যবস্থা গ্রহণ করেছে এবং আগামী সপ্তাহের মধ্যে বিস্তারিত প্রতিবেদন প্রকাশ করা হবে স্থানীয় বাসিন্দারা বলেন পরিস্থিতি এখন স্বাভাবিক রয়েছে তবে সতর্কতা অব্যাহত আছে সরকারের পক্ষ থেকে জানানো হয়েছে যে সকল পদক্ষেপ যথাসময়ে বাস্তবায়ন করা হবে এবং জনগণের সহযোগিতা কামনা করা হয়েছে নিজস্ব প্রতিবেদক ঢাকা সোমবার সকালে জানানো হয় যে এই বিষয়ে সংশ্লিষ্ট কর্তৃপক্ষ প্রয়োজনীয় ব্যবস্থা গ্রহণ করেছে এবং আগামী সপ্তাহের মধ্যে বিস্তারিত প্রতিবেদন প্রকাশ করা হবে স্থানীয় বাসিন্দারা বলেন পরিস্থিতি এখন স্বাভাবিক রয়েছে তবে সতর্কতা অব্যাহত আছে সরকারের পক্ষ থেকে জানানো হয়েছে যে সকল পদক্ষেপ যথাসময়ে বাস্তবায়ন করা হবে এবং জনগণের সহযোগিতা কামনা করা হয়েছে নিজস্ব প্রতিবেদক ঢাকা সোমবার সকালে জানানো হয় যে এই বিষয়ে সংশ্লিষ্ট কর্তৃপক্ষ প্রয়োজনীয় ব্যবস্থা গ্রহণ করেছে এবং আগামী সপ্তাহের মধ্যে বিস্তারিত প্রতিবেদন প্রকাশ করা হবে স্থানীয় বাসিন্দারা বলেন পরিস্থিতি এখন স্বাভাবিক রয়েছে তবে সতর্কতা অব্যাহত আছে সরকারের পক্ষ থেকে জানানো হয়েছে যে সকল পদক্ষেপ যথাসময়ে বাস্তবায়ন করা হবে এবং জনগণের সহযোগিতা কামনা করা হয়েছে নিজস্ব প্রতিবেদক ঢাকা সোমবার সকালে জানানো হয় যে এই বিষয়ে সংশ্লিষ্ট কর্তৃপক্ষ প্রয়োজনীয় ব্যবস্থা গ্রহণ করেছে এবং আগামী সপ্তাহের মধ্যে বিস্তারিত প্রতিবেদন প্রকাশ করা হবে স্থানীয় বাসিন্দারা বলেন পরিস্থিতি এখন স্বাভাবিক রয়েছে তবে সতর্কতা অব্যাহত আছে সরকারের পক্ষ থেকে জানানো হয়েছে যে সকল পদক্ষেপ যথাসময়ে বাস্তবায়ন করা হবে এবং জনগণের সহযোগিতা কামনা করা হয়েছে: [488, 55, 632, 336]
headline-purano: পুরান ঢাকার ইফতারে পরিবর্তনের: [488, 750, 632, 782]
story-text: নিজস্ব প্রতিবেদক ঢাকা সোমবার সকালে জানানো হয় যে এই বিষয়ে সংশ্লিষ্ট কর্তৃপক্ষ প্রয়োজনীয় ব্যবস্থা গ্রহণ করেছে এবং আগামী সপ্তাহের মধ্যে বিস্তারিত প্রতিবেদন প্রকাশ করা হবে স্থানীয় বাসিন্দারা বলেন পরিস্থিতি এখন স্বাভাবিক রয়েছে তবে সতর্কতা অব্যাহত আছে সরকারের পক্ষ থেকে জানানো হয়েছে যে সকল পদক্ষেপ যথাসময়ে বাস্তবায়ন করা হবে এবং জনগণের সহযোগিতা কামনা করা হয়েছে নিজস্ব প্রতিবেদক ঢাকা সোমবার সকালে জানানো হয় যে এই বিষয়ে সংশ্লিষ্ট কর্তৃপক্ষ প্রয়োজনীয় ব্যবস্থা গ্রহণ করেছে এবং আগামী সপ্তাহের মধ্যে বিস্তারিত প্রতিবেদন প্রকাশ করা হবে স্থানীয় বাসিন্দারা বলেন পরিস্থিতি এখন স্বাভাবিক রয়েছে তবে সতর্কতা অব্যাহত আছে সরকারের পক্ষ থেকে জানানো হয়েছে যে সকল পদক্ষেপ যথাসময়ে বাস্তবায়ন করা হবে এবং জনগণের সহযোগিতা কামনা করা হয়েছে নিজস্ব প্রতিবেদক ঢাকা সোমবার সকালে জানানো হয় যে এই বিষয়ে সংশ্লিষ্ট কর্তৃপক্ষ প্রয়োজনীয় ব্যবস্থা গ্রহণ করেছে এবং আগামী সপ্তাহের মধ্যে বিস্তারিত প্রতিবেদন প্রকাশ করা হবে স্থানীয় বাসিন্দারা বলেন পরিস্থিতি এখন স্বাভাবিক রয়েছে তবে সতর্কতা অব্যাহত আছে সরকারের পক্ষ থেকে জানানো হয়েছে যে সকল পদক্ষেপ যথাসময়ে বাস্তবায়ন করা হবে এবং জনগণের সহযোগিতা কামনা করা হয়েছে নিজস্ব প্রতিবেদক ঢাকা সোমবার সকালে জানানো হয় যে এই বিষয়ে সংশ্লিষ্ট কর্তৃপক্ষ প্রয়োজনীয় ব্যবস্থা গ্রহণ করেছে এবং আগামী সপ্তাহের মধ্যে বিস্তারিত প্রতিবেদন প্রকাশ করা হবে স্থানীয় বাসিন্দারা বলেন পরিস্থিতি এখন স্বাভাবিক রয়েছে তবে সতর্কতা অব্যাহত আছে সরকারের পক্ষ থেকে জানানো হয়েছে যে সকল পদক্ষেপ যথাসময়ে বাস্তবায়ন করা হবে এবং জনগণের সহযোগিতা কামনা করা হয়েছে নিজস্ব প্রতিবেদক ঢাকা সোমবার সকালে জানানো হয় যে এই বিষয়ে সংশ্লিষ্ট কর্তৃপক্ষ প্রয়োজনীয় ব্যবস্থা গ্রহণ করেছে এবং আগামী সপ্তাহের মধ্যে বিস্তারিত প্রতিবেদন প্রকাশ করা হবে স্থানীয় বাসিন্দারা বলেন পরিস্থিতি এখন স্বাভাবিক রয়েছে তবে সতর্কতা অব্যাহত আছে সরকারের পক্ষ থেকে জানানো হয়েছে যে সকল পদক্ষেপ যথাসময়ে বাস্তবায়ন করা হবে এবং জনগণের সহযোগিতা কামনা করা হয়েছে নিজস্ব প্রতিবেদক ঢাকা সোমবার সকালে জানানো হয় যে এই বিষয়ে সংশ্লিষ্ট কর্তৃপক্ষ প্রয়োজনীয় ব্যবস্থা গ্রহণ করেছে এবং আগামী সপ্তাহের মধ্যে বিস্তারিত প্রতিবেদন প্রকাশ করা হবে স্থানীয় বাসিন্দারা বলেন পরিস্থিতি এখন স্বাভাবিক রয়েছে তবে সতর্কতা অব্যাহত আছে সরকারের পক্ষ থেকে জানানো হয়েছে যে সকল পদক্ষেপ যথাসময়ে বাস্তবায়ন করা হবে এবং জনগণের সহযোগিতা কামনা করা হয়েছে নিজস্ব প্রতিবেদক ঢাকা সোমবার সকালে জানানো হয় যে এই বিষয়ে সংশ্লিষ্ট কর্তৃপক্ষ প্রয়োজনীয় ব্যবস্থা গ্রহণ করেছে এবং আগামী সপ্তাহের মধ্যে বিস্তারিত প্রতিবেদন প্রকাশ করা হবে স্থানীয় বাসিন্দারা বলেন পরিস্থিতি এখন স্বাভাবিক রয়েছে তবে সতর্কতা অব্যাহত আছে সরকারের পক্ষ থেকে জানানো হয়েছে যে সকল পদক্ষেপ যথাসময়ে বাস্তবায়ন করা হবে এবং জনগণের সহযোগিতা কামনা করা হয়েছে: [328, 732, 483, 935]
headline-sada: সদা বিবর্ণ উদ্ভেদী আদিদুর: [8, 907, 163, 925]
story-text: নিজস্ব প্রতিবেদক ঢাকা সোমবার সকালে জানানো হয় যে এই বিষয়ে সংশ্লিষ্ট কর্তৃপক্ষ প্রয়োজনীয় ব্যবস্থা গ্রহণ করেছে এবং আগামী সপ্তাহের মধ্যে বিস্তারিত প্রতিবেদন প্রকাশ করা হবে স্থানীয় বাসিন্দারা বলেন পরিস্থিতি এখন স্বাভাবিক রয়েছে তবে সতর্কতা অব্যাহত আছে সরকারের পক্ষ থেকে জানানো হয়েছে যে সকল পদক্ষেপ যথাসময়ে বাস্তবায়ন করা হবে এবং জনগণের সহযোগিতা কামনা করা হয়েছে নিজস্ব প্রতিবেদক ঢাকা সোমবার সকালে জানানো হয় যে এই বিষয়ে সংশ্লিষ্ট কর্তৃপক্ষ প্রয়োজনীয় ব্যবস্থা গ্রহণ করেছে এবং আগামী সপ্তাহের মধ্যে বিস্তারিত প্রতিবেদন প্রকাশ করা হবে স্থানীয় বাসিন্দারা বলেন পরিস্থিতি এখন স্বাভাবিক রয়েছে তবে সতর্কতা অব্যাহত আছে সরকারের পক্ষ থেকে জানানো হয়েছে যে সকল পদক্ষেপ যথাসময়ে বাস্তবায়ন করা হবে এবং জনগণের সহযোগিতা কামনা করা হয়েছে নিজস্ব প্রতিবেদক ঢাকা সোমবার সকালে জানানো হয় যে এই বিষয়ে সংশ্লিষ্ট কর্তৃপক্ষ প্রয়োজনীয় ব্যবস্থা গ্রহণ করেছে এবং আগামী সপ্তাহের মধ্যে বিস্তারিত প্রতিবেদন প্রকাশ করা হবে স্থানীয় বাসিন্দারা বলেন পরিস্থিতি এখন স্বাভাবিক রয়েছে তবে সতর্কতা অব্যাহত আছে সরকারের পক্ষ থেকে জানানো হয়েছে যে সকল পদক্ষেপ যথাসময়ে বাস্তবায়ন করা হবে এবং জনগণের সহযোগিতা কামনা করা হয়েছে নিজস্ব প্রতিবেদক ঢাকা সোমবার সকালে জানানো হয় যে এই বিষয়ে সংশ্লিষ্ট কর্তৃপক্ষ প্রয়োজনীয় ব্যবস্থা গ্রহণ করেছে এবং আগামী সপ্তাহের মধ্যে বিস্তারিত প্রতিবেদন প্রকাশ করা হবে স্থানীয় বাসিন্দারা বলেন পরিস্থিতি এখন স্বাভাবিক রয়েছে তবে সতর্কতা অব্যাহত আছে সরকারের পক্ষ থেকে জানানো হয়েছে যে সকল পদক্ষেপ যথাসময়ে বাস্তবায়ন করা হবে এবং জনগণের সহযোগিতা কামনা করা হয়েছে নিজস্ব প্রতিবেদক ঢাকা সোমবার সকালে জানানো হয় যে এই বিষয়ে সংশ্লিষ্ট কর্তৃপক্ষ প্রয়োজনীয় ব্যবস্থা গ্রহণ ক: [488, 793, 632, 924]
story-purano: [488, 750, 632, 925]
headline-whats: আক্রম শুধু হিলাহ্‌ইবাহী চালাবাক: [488, 349, 632, 387]
story-sob: [488, 619, 632, 744]
story-text: নিজস্ব প্রতিবেদক ঢাকা সোমবার সকালে জানানো হয় যে এই বিষয়ে সংশ্লিষ্ট কর্তৃপক্ষ প্রয়োজনীয় ব্যবস্থা গ্রহণ করেছে এবং আগামী সপ্তাহের মধ্যে বিস্তারিত প্রতিবেদন প্রকাশ করা হবে স্থানীয় বাসিন্দারা বলেন পরিস্থিতি এখন স্বাভাবিক রয়েছে তবে সতর্কতা অব্যাহত আছে সরকারের পক্ষ থেকে জানানো হয়েছে যে সকল পদক্ষেপ যথাসময়ে বাস্তবায়ন করা হবে এবং জনগণের সহযোগিতা কামনা করা হয়েছে নিজস্ব প্রতিবেদক ঢাকা সোমবার সকালে জানানো হয় যে এই বিষয়ে সংশ্লিষ্ট কর্তৃপক্ষ প্রয়োজনীয় ব্যবস্থা গ্রহণ করেছে এবং আগামী সপ্তাহের মধ্যে বিস্তারিত প্রতিবেদন প্রকাশ করা হবে স্থানীয় বাসিন্দারা বলেন পরিস্থিতি এখন স্বাভাবিক রয়েছে তবে সতর্কতা অব্যাহত আছে সরকারের পক্ষ থেকে জানানো হয়েছে যে সকল পদক্ষেপ যথাসময়ে বাস্তবায়ন করা হবে এবং জনগণের সহযোগিতা কামনা করা হয়েছে নিজস্ব প্রতিবেদক ঢাকা সোমবার সকালে জানানো হয় যে এই বিষয়ে সংশ্লিষ্ট কর্তৃপক্ষ প্রয়োজনীয় ব্যবস্থা গ্রহণ করেছে এবং আগামী সপ্তাহের মধ্যে বিস্তারিত প্রতিবেদন প্রকাশ করা হবে স্থানীয় বাসিন্দারা বলেন পরিস্থিতি এখন স্বাভাবিক রয়েছে তবে সতর্কতা অব্যাহত আছে সরকারের পক্ষ থেকে জানানো হয়েছে যে সকল পদক্ষেপ যথাসময়ে বাস্তবায়ন করা হবে এবং জনগণের সহযোগিতা কামনা করা হয়েছে নিজস্ব প্রতিবেদক ঢাকা সোমবার সকালে জানানো হয় যে এই বিষয়ে সংশ্লিষ্ট কর্তৃপক্ষ প্রয়োজনীয় ব্যবস্থা গ্রহণ করেছে এবং আগামী সপ্তাহের মধ্যে বিস্তারিত প্রতিবেদন প্রকাশ করা হবে স্থানীয় বাসিন্দারা বলেন পরিস্থিতি এখন স্বাভাবিক রয়েছে তবে সতর্কতা অব্যাহত আছে সরকারের পক্ষ থেকে জানানো হয়েছে যে সকল পদক্ষেপ যথাসময়ে বাস্তবায়ন করা হবে এবং জনগণের সহযোগিতা কামনা করা হয়েছে নিজস্ব প্রতিবেদক ঢাকা সোমবার সকালে জানানো হয় যে এই বিষয়ে সংশ্লিষ্ট কর্তৃপক্ষ প্রয়োজনীয় ব্যবস্থা গ্রহণ করেছে এবং আগামী সপ্তাহের মধ্যে বিস্তারিত প্রতিবেদন প্রকাশ করা হবে স্থানীয় বাসিন্দারা বলেন পরিস্থিতি এখন স্বাভাবিক রয়েছে তবে সতর্কতা অব্যাহত আছে সরকারের পক্ষ থেকে জানানো হয়েছে যে সকল পদক্ষেপ যথাসময়ে বাস্তবায়ন করা হবে এবং জনগণের সহযোগিতা কামনা করা হয়েছে নিজস্ব প্রতিবেদক ঢাকা সোমবার সকালে জানানো হয় যে এই বিষয়ে সংশ্লিষ্ট কর্তৃপক্ষ প্রয়োজনীয় ব্যবস্থা গ্রহণ করেছে এবং আগামী সপ্তাহের মধ্যে বিস্তারিত প্রতিবেদন প্রকাশ করা হবে স্থানীয় বাসিন্দারা বলেন পরিস্থিতি এখন স্বাভাবিক রয়েছে তবে সতর্কতা অব্যাহত আছে সরকারের পক্ষ থেকে জানানো হয়েছে যে সকল পদক্ষেপ যথাসময়ে বাস্তবায়ন করা হবে এবং জনগণের সহযোগিতা কামনা করা হয়েছে নিজস্ব প্রতিবেদক ঢাকা সোমবার সকালে জানানো হয় যে এই বিষয়ে সংশ্লিষ্ট কর্তৃপক্ষ প্রয়োজনীয় ব্যবস্থা গ্রহণ করেছে এবং আগামী সপ্তাহের মধ্যে বিস্তারিত প্রতিবেদন প্রকাশ করা হবে স্থানীয় বাসিন্দারা বলেন পরিস্থিতি এখন স্বাভাবিক রয়েছে তবে সতর্কতা অব্যাহত আছে সরকারের পক্ষ থেকে জানানো হয়েছে যে সকল পদক্ষেপ যথাসময়ে বাস্তবায়ন করা হবে এবং জনগণের সহযোগিতা কামনা করা হয়েছে নিজস্ব প্রতিবেদক ঢাকা সোমবার সকালে জানানো হয় যে এই বিষয়ে সংশ্লিষ্ট কর্তৃপক্ষ প্রয়োজনীয় ব্যবস্থা গ্রহণ করেছে এবং আগামী সপ্তাহের মধ্যে বিস্তারিত প্রতিবেদন প্রকাশ করা হবে স্থানীয় বাসিন্দারা বলেন পরিস্থিতি এখন স্বাভাবিক রয়েছে তবে সতর্কতা অব্যাহত আছে সরকারের পক্ষ থেকে জানানো হয়েছে যে সকল পদক্ষেপ যথাসময়ে বাস্তবায়ন করা হবে এবং জনগণের সহযোগিতা কামনা করা হয়েছে: [8, 90, 163, 323]
column-1: [8, 55, 163, 980]
byline: দেশ পৃষ্ঠার পর: [168, 587, 197, 593]
byline: দেশ পৃষ্ঠার পর: [328, 723, 357, 729]
story-text: নিজস্ব প্রতিবেদক ঢাকা সোমবার সকালে জানানো হয় যে এই বিষয়ে সংশ্লিষ্ট কর্তৃপক্ষ প্রয়োজনীয় ব্যবস্থা গ্রহণ করেছে এবং আগামী সপ্তাহের মধ্যে বিস্তারিত প্রতিবেদন প্রকাশ করা হবে স্থানীয় বাসিন্দারা বলেন পরিস্থিতি এখন স্বাভাবিক রয়েছে তবে সতর্কতা অব্যাহত আছে সরকারের পক্ষ থেকে জানানো হয়েছে যে সকল পদক্ষেপ যথাসময়ে বাস্তবায়ন করা হবে এবং জনগণের সহযোগিতা কামনা করা হয়েছে নিজস্ব প্রতিবেদক ঢাকা সোমবার সকালে জানানো হয় যে এই বিষয়ে সংশ্লিষ্ট কর্তৃপক্ষ প্রয়োজনীয় ব্যবস্থা গ্রহণ করেছে এবং আগামী সপ্তাহের মধ্যে বিস্তারিত প্রতিবেদন প্রকাশ করা হবে স্থানীয় বাসিন্দারা বলেন পরিস্থিতি এখন স্বাভাবিক রয়েছে তবে সতর্কতা অব্যাহত আছে সরকারের পক্ষ থেকে জানানো হয়েছে যে সকল পদক্ষেপ যথাসময়ে বাস্তবায়ন করা হবে এবং জনগণের সহযোগিতা কামনা করা হয়েছে নিজস্ব প্রতিবেদক ঢাকা সোমবার সকালে জানানো হয় যে এই বিষয়ে সংশ্লিষ্ট কর্তৃপক্ষ প্রয়োজনীয় ব্যবস্থা গ্রহণ করেছে এবং আগামী সপ্তাহের মধ্যে বিস্তারিত প্রতিবেদন প্রকাশ করা হবে স্থানীয় বাসিন্দারা বলেন পরিস্থিতি এখন স্বাভাবিক রয়েছে তবে সতর্কতা অব্যাহত আছে সরকারের পক্ষ থেকে জানানো হয়েছে যে সকল পদক্ষেপ যথাসময়ে বাস্তবায়ন করা হবে এবং জনগণের সহযোগিতা কামনা করা হয়েছে নিজস্ব প্রতিবেদক ঢাকা সোমবার সকালে জানানো হয় যে এই বিষয়ে সংশ্লিষ্ট কর্তৃপক্ষ প্রয়োজনীয় ব্যবস্থা গ্রহণ করেছে এবং আগামী সপ্তাহের মধ্যে বিস্তারিত প্রতিবেদন প্রকাশ করা হবে স্থানীয় বাসিন্দারা বলেন পরিস্থিতি এখন স্বাভাবিক রয়েছে তবে সতর্কতা অব্যাহত আছে সরকারের পক্ষ থেকে জানানো হয়েছে যে সকল পদক্ষেপ যথাসময়ে বাস্তবায়ন করা হবে এবং জনগণের সহযোগিতা কামনা করা হয়েছে নিজস্ব প্রতিবেদক ঢাকা সোমবার সকালে জানানো হয় যে এই বিষয়ে সংশ্লিষ্ট কর্তৃপক্ষ প্রয়োজনীয় ব্যবস্থা গ্রহণ করেছে এবং আগামী সপ্তাহের মধ্যে বিস্তারিত প্রতিবেদন প্রকাশ করা হবে স্থানীয় বাসিন্দারা বলেন পরিস্থিতি এখন স্বাভাবিক রয়েছে তবে সতর্কতা অব্যাহত আছে সরকারের পক্ষ থেকে জানানো হয়েছে যে সকল পদক্ষেপ যথাসময়ে বাস্তবায়ন করা হবে এবং জনগণের সহযোগিতা কামনা করা হয়েছে নিজস্ব প্রতিবেদক ঢাকা সোমবার সকালে জানানো হয় যে এই বিষয়ে সংশ্লিষ্ট কর্তৃপক্ষ প্রয়োজনীয় ব্যবস্থা গ্রহণ করেছে এবং আগামী সপ্তাহের মধ্যে বিস্তারিত প্রতিবেদন প্রকাশ করা হবে স্থানীয় বাসিন্দারা বলেন পরিস্থিতি এখন স্বাভাবিক রয়েছে তবে সতর্কতা অব্যাহত আছে সরকারের পক্ষ থেকে জানানো হয়েছে যে সকল পদক্ষেপ যথাসময়ে বাস্তবায়ন করা হবে এবং জনগণের সহযোগিতা কামনা করা হয়েছে নিজস্ব প্রতিবেদক ঢাকা সোমবার সকালে জানানো হয় যে এই বিষয়ে সংশ্লিষ্ট কর্তৃপক্ষ প্রয়োজনীয় ব্যবস্থা গ্রহণ করেছে এবং আগামী সপ্তাহের মধ্যে বিস্তারিত প্রতিবেদন প্রকাশ করা হবে স্থানীয় বাসিন্দারা বলেন পরিস্থিতি এখন স্বাভাবিক রয়েছে তবে সতর্কতা অব্যাহত আছে সরকারের পক্ষ থেকে জানানো হয়েছে যে সকল পদক্ষেপ যথাসময়ে বাস্তবায়ন করা হবে এবং জনগণের সহযোগিতা কামনা করা হয়েছে নিজস্ব প্রতিবেদক ঢাকা সোমবার সকালে জানানো হয় যে এই বিষয়ে সংশ্লিষ্ট কর্তৃপক্ষ প্রয়োজনীয় ব্যবস্থা গ্রহণ করেছে এবং আগামী সপ্তাহের মধ্যে বিস্তারিত প্রতিবেদন প্রকাশ করা হবে স্থানীয় বাসিন্দারা বলেন পরিস্থিতি এখন স্বাভাবিক রয়েছে তবে সতর্কতা অব্যাহত আছে সরকারের পক্ষ থেকে জানানো হয়েছে যে সকল পদক্ষেপ যথাসময়ে বাস্তবায়ন করা হবে এবং জনগণের সহযোগিতা কামনা করা হয়েছে নিজস্ব প্রতিবেদক ঢাকা সোমবার সকালে জানানো হয় যে এই বিষয়ে সংশ্লিষ্ট কর্তৃপক্ষ প্রয়োজনীয় ব্যবস্থা গ্রহণ করেছে এবং আগামী সপ্তাহের মধ্যে বিস্তারিত প্রতিবেদন প্রকাশ করা হবে স্থানীয় বাসিন্দারা বলেন পরিস্থিতি এখন স্বাভাবিক রয়েছে তবে সতর্কতা অব্যাহত আছে সরকারের পক্ষ থেকে জানানো হয়েছে যে সকল পদক্ষেপ যথাসময়ে বাস্তবায়ন করা হবে এবং জনগণের সহযোগিতা কামনা করা হয়েছে নিজস্ব প্রতিবেদক ঢাকা সোমবার সকালে জানানো হয় যে এই বিষয়ে সংশ্লিষ্ট কর্তৃপক্ষ প্রয়োজনীয় ব্যবস্থা গ্রহণ করেছে এবং আগামী সপ্তাহের মধ্যে বিস্তারিত প্রতিবেদন প্রকাশ করা হবে স্থানীয় বাসিন্দারা বলেন পরিস্থিতি এখন স্বাভাবিক রয়েছে তবে সতর্কতা অব্যাহত আছে সরকারের পক্ষ থেকে জানানো হয়েছে যে সকল পদক্ষেপ যথাসময়ে বাস্তবায়ন করা হবে এবং জনগণের সহযোগিতা কামনা করা হয়েছে নিজস্ব প্রতিবেদক ঢাকা সোমবার সকালে জানানো হয় যে এই বিষয়ে সংশ্লিষ্ট কর্তৃপক্ষ প্রয়োজনীয় ব্যবস্থা গ্রহণ করেছে এবং আগামী সপ্তাহের মধ্যে বিস্তারিত প্রতিবেদন প্রকাশ করা হবে স্থানীয় বাসিন্দারা বলেন পরিস্থিতি এখন স্বাভাবিক রয়েছে তবে সতর্কতা অব্যাহত আছে সরকারের পক্ষ থেকে জানানো হয়েছে যে সকল পদক্ষেপ যথাসময়ে বাস্তবায়ন করা হবে এবং জনগণের সহযোগিতা কামনা করা হয়েছে নিজস্ব প্রতিবেদক ঢাকা সোমবার সকালে জানানো হয় যে এই বিষয়ে সংশ্লিষ্ট কর্তৃপক্ষ প্রয়োজনীয় ব্যবস্থা গ্রহণ করেছে এবং আগামী সপ্তাহের মধ্যে বিস্তারিত প্রতিবেদন প্রকাশ করা হবে স্থানীয় বাসিন্দারা বলেন পরিস্থিতি এখন স্বাভাবিক রয়েছে তবে সতর্কতা অব্যাহত আছে সরকারের পক্ষ থেকে জানানো হয়েছে যে সকল পদক্ষেপ যথাসময়ে বাস্তবায়ন করা হবে এবং জনগণের সহযোগিতা কামনা করা হয়েছে নিজস্ব প্রতিবেদক ঢাকা সোমবার সকালে জানানো হয় যে এই বিষয়ে সংশ্লিষ্ট কর্তৃপক্ষ প্রয়োজনীয় ব্যবস্থা গ্রহণ করেছে এবং আগামী সপ্তাহের মধ্যে বিস্তারিত প্রতিবেদন প্রকাশ করা হবে স্থানীয় বাসিন্দারা বলেন পরিস্থিতি এখন স্বাভাবিক রয়েছে তবে সতর্কতা অব্যাহত আছে সরকারের পক্ষ থেকে জানানো হয়েছে যে সকল পদক্ষেপ যথাসময়ে বাস্তবায়ন করা হবে এবং জনগণের সহযোগিতা কামনা করা হয়েছে নিজস্ব প্রতিবেদক ঢাকা সোমবার সকালে জানানো হয় যে এই বিষয়ে সংশ্লিষ্ট কর্তৃপক্ষ প্রয়োজনীয় ব্যবস্থা গ্রহণ করেছে এবং আগামী সপ্তাহের মধ্যে বিস্তারিত প্রতিবেদন প্রকাশ করা হবে স্থানীয় বাসিন্দারা বলেন পরিস্থিতি এখন স্বাভাবিক রয়েছে তবে সতর্কতা অব্যাহত আছে সরকারের পক্ষ থেকে জানানো হয়েছে যে সকল পদক্ষেপ যথাসময়ে বাস্তবায়ন করা হবে এবং জনগণের সহযোগিতা কামনা করা হয়েছে নিজস্ব প্রতিবেদক ঢাকা সোমবার সকালে জানানো হয় যে এই বিষয়ে সংশ্লিষ্ট কর্তৃপক্ষ প্রয়োজনীয় ব্যবস্থা গ্রহণ করেছে এবং আগামী সপ্তাহের মধ্যে বিস্তারিত প্রতিবেদন প্রকাশ করা হবে স্থানীয় বাসিন্দারা বলেন পরিস্থিতি এখন স্বাভাবিক রয়েছে তবে সতর্কতা অব্যাহত আছে সরকারের পক্ষ থেকে জানানো হয়েছে যে সকল পদক্ষেপ যথাসময়ে বাস্তবায়ন করা হবে এবং জনগণের সহযোগিতা কামনা করা হয়েছে: [168, 55, 323, 486]
column-rule: [485, 55, 486, 980]
story-continued: [488, 55, 632, 343]
story-text: নিজস্ব প্রতিবেদক ঢাকা সোমবার সকালে জানানো হয় যে এই বিষয়ে সংশ্লিষ্ট কর্তৃপক্ষ প্রয়োজনীয় ব্যবস্থা গ্রহণ করেছে এবং আগামী সপ্তাহের মধ্যে বিস্তারিত প্রতিবেদন প্রকাশ করা হবে স্থানীয় বাসিন্দারা বলেন পরিস্থিতি এখন স্বাভাবিক রয়েছে তবে সতর্কতা অব্যাহত আছে সরকারের পক্ষ থেকে জানানো হয়েছে যে সকল পদক্ষেপ যথাসময়ে বাস্তবায়ন করা হবে এবং জনগণের সহযোগিতা কামনা করা হয়েছে নিজস্ব প্রতিবেদক ঢাকা সোমবার সকালে জানানো হয় যে এই বিষয়ে সংশ্লিষ্ট কর্তৃপক্ষ প্রয়োজনীয় ব্যবস্থা গ্রহণ করেছে এবং আগামী সপ্তাহের মধ্যে বিস্তারিত প্রতিবেদন প্রকাশ করা হবে স্থানীয় বাসিন্দারা বলেন পরিস্থিতি এখন স্বাভাবিক রয়েছে তবে সতর্কতা অব্যাহত আছে সরকারের পক্ষ থেকে জানানো হয়েছে যে সকল পদক্ষেপ যথাসময়ে বাস্তবায়ন করা হবে এবং জনগণের সহযোগিতা কামনা করা হয়েছে নিজস্ব প্রতিবেদক ঢাকা সোমবার সকালে জানানো হয় যে এই বিষয়ে সংশ্লিষ্ট কর্তৃপক্ষ প্রয়োজনীয় ব্যবস্থা গ্রহণ করেছে এবং আগামী সপ্তাহের মধ্যে বিস্তারিত প্রতিবেদন প্রকাশ করা হবে স্থানীয় বাসিন্দারা বলেন পরিস্থিতি এখন স্বাভাবিক রয়েছে তবে সতর্কতা অব্যাহত আছে সরকারের পক্ষ থেকে জানানো হয়েছে যে সকল পদক্ষেপ যথাসময়ে বাস্তবায়ন করা হবে এবং জনগণের সহযোগিতা কামনা করা হয়েছে নিজস্ব প্রতিবেদক ঢাকা সোমবার সকালে জানানো হয় যে এই বিষয়ে সংশ্লিষ্ট কর্তৃপক্ষ প্রয়োজনীয় ব্যবস্থা গ্রহণ করেছে এবং আগামী সপ্তাহের মধ্যে বিস্তারিত প্রতিবেদন প্রকাশ করা হবে স্থানীয় বাসিন্দারা বলেন পরিস্থিতি এখন স্বাভাবিক রয়েছে তবে সতর্কতা অব্যাহত আছে সরকারের পক্ষ থেকে জানানো হয়েছে যে সকল পদক্ষেপ যথাসময়ে বাস্তবায়ন করা হবে এবং জনগণের সহযোগিতা কামনা করা হয়েছে নিজস্ব প্রতিবেদক ঢাকা সোমবার সকালে জানানো হয় যে এই বিষয়ে সংশ্লিষ্ট কর্তৃপক্ষ প্রয়োজনীয় ব্যবস্থা গ্রহণ করেছে এবং আগামী সপ্তাহের মধ্যে বিস্তারিত প্রতিবেদন প্রকাশ করা হবে স্থানীয় বাসিন্দারা বলেন পরিস্থিতি এখন স্বাভাবিক রয়েছে তবে সতর্কতা অব্যাহত আছে সরকারের পক্ষ থেকে জানানো হয়েছে যে সকল পদক্ষেপ যথাসময়ে বাস্তবায়ন করা হবে এবং জনগণের সহযোগিতা কামনা করা হয়েছে নিজস্ব প্রতিবেদক ঢাকা সোমবার সকালে জানানো হয় যে এই বিষয়ে সংশ্লিষ্ট কর্তৃপক্ষ প্রয়োজনীয় ব্যবস্থা গ্রহণ করেছে এবং আগামী সপ্তাহের মধ্যে বিস্তারিত প্রতিবেদন প্রকাশ করা হবে: [168, 596, 323, 751]
headline-nari: নারী ফুটবলের ইতিহাসে: [168, 565, 323, 585]
story-dhaka-heritage: [328, 685, 483, 936]
column-3: [328, 55, 483, 980]
byline: দেশ পৃষ্ঠার পর: [8, 81, 37, 87]
story-sirajganj: [488, 931, 632, 980]
story-whats: [488, 349, 632, 494]
byline: দেশ পৃষ্ঠার পর: [8, 390, 37, 396]
byline: দেশ পৃষ্ঠার পর: [488, 965, 517, 971]
story-continued: [168, 55, 323, 559]
story-eid-rail: [8, 978, 163, 980]
byline: দেশ পৃষ্ঠার পর: [8, 808, 37, 814]
